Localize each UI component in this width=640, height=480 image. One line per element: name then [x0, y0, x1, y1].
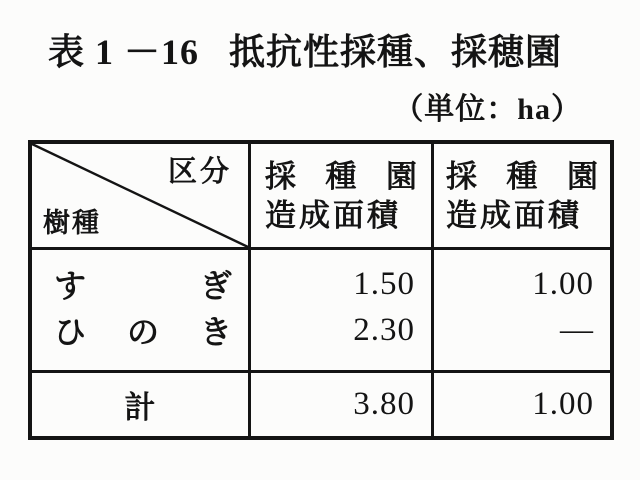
species-column: [32, 250, 251, 373]
value-hinoki-seed: 2.30: [353, 311, 415, 348]
total-label: 計: [124, 390, 156, 425]
column-header-line2: 造成面積: [446, 197, 582, 233]
seed-orchard-values: [251, 250, 434, 373]
data-table: [28, 140, 614, 440]
table-number: 表 1 －16: [48, 32, 200, 72]
unit-label: （単位：ha）: [393, 93, 582, 126]
corner-cell: [32, 144, 251, 250]
total-scion-value: 1.00: [532, 386, 594, 422]
column-header-seed-orchard: [251, 144, 434, 250]
value-sugi-scion: 1.00: [532, 265, 594, 302]
corner-label-species: 樹種: [43, 208, 101, 238]
column-header-line1: 採 種 園: [446, 158, 598, 194]
column-header-line2: 造成面積: [265, 197, 401, 233]
species-row-sugi: す ぎ: [54, 268, 232, 304]
total-seed-value: 3.80: [251, 373, 434, 436]
corner-label-category: 区分: [167, 156, 232, 188]
column-header-line1: 採 種 園: [265, 158, 417, 194]
scion-orchard-values: [434, 250, 610, 373]
column-header-scion-orchard: [434, 144, 610, 250]
species-row-hinoki: ひ の き: [54, 314, 232, 350]
value-hinoki-scion-dash: —: [560, 311, 594, 348]
table-title-text: 抵抗性採種、採穂園: [229, 32, 563, 72]
total-label-cell: [32, 373, 251, 436]
table-title: [48, 24, 562, 75]
value-sugi-seed: 1.50: [353, 265, 415, 302]
